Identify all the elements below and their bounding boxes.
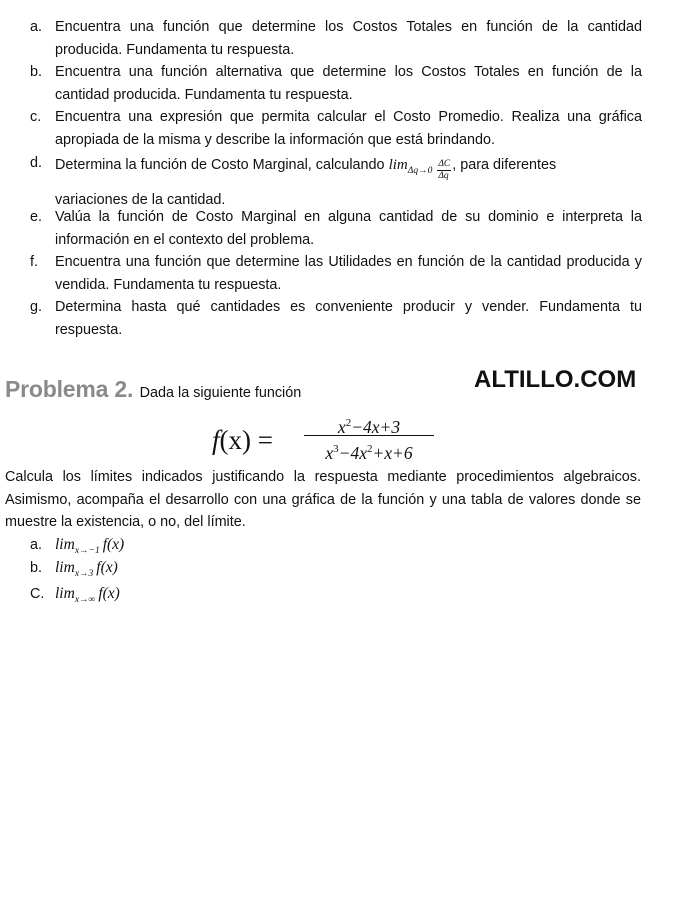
item-letter: f. <box>30 254 38 270</box>
limit-item <box>30 559 118 579</box>
item-text-after: , para diferentes <box>452 157 557 173</box>
formula-denominator: $x^3-4x^2+x+6$ <box>325 443 413 463</box>
item-letter: c. <box>30 109 42 125</box>
function-formula <box>212 411 442 469</box>
item-text: Valúa la función de Costo Marginal en alguna cantidad de su dominio e interpreta la información en el contexto del problema. <box>55 209 642 248</box>
item-letter: e. <box>30 209 43 225</box>
item-letter: a. <box>30 19 43 35</box>
formula-fraction <box>304 411 434 466</box>
fraction-numerator: ΔC <box>438 159 451 169</box>
list-item <box>30 152 642 213</box>
limit-item <box>30 585 120 605</box>
limit-subscript: Δq→0 <box>407 166 433 176</box>
difference-quotient <box>437 159 451 182</box>
item-text: Encuentra una expresión que permita calcular el Costo Promedio. Realiza una gráfica apropiada de la misma y describe la información que está brindando. <box>55 109 642 148</box>
item-text <box>55 152 642 213</box>
watermark-brand: ALTILLO.COM <box>474 366 637 393</box>
item-letter: b. <box>30 64 43 80</box>
list-item <box>30 206 642 251</box>
item-letter: b. <box>30 560 43 576</box>
limit-expression: $\lim_{x\to\infty} f(x)$ <box>55 585 120 605</box>
problem-intro: Dada la siguiente función <box>139 385 302 401</box>
item-text: Encuentra una función que determine los Costos Totales en función de la cantidad producida. Fundamenta tu respuesta. <box>55 19 642 58</box>
formula-lhs: f(x) = <box>212 425 273 455</box>
item-text: Encuentra una función alternativa que determine los Costos Totales en función de la cantidad producida. Fundamenta tu respuesta. <box>55 64 642 103</box>
list-item <box>30 61 642 106</box>
limit-symbol: lim <box>388 157 408 173</box>
list-item <box>30 106 642 151</box>
formula-numerator: $x^2-4x+3$ <box>304 411 434 436</box>
fraction-denominator: Δq <box>438 171 449 181</box>
instructions-paragraph: Calcula los límites indicados justificando la respuesta mediante procedimientos algebraicos. Asimismo, acompaña el desarrollo con una gráfica de la función y una tabla de valores donde se muestre la existencia, o no, del límite. <box>5 469 641 531</box>
item-text: Encuentra una función que determine las Utilidades en función de la cantidad producida y vendida. Fundamenta tu respuesta. <box>55 254 642 293</box>
item-letter: C. <box>30 586 45 602</box>
problem-heading <box>5 376 301 403</box>
item-text: Determina hasta qué cantidades es conveniente producir y vender. Fundamenta tu respuesta. <box>55 299 642 338</box>
list-item <box>30 296 642 341</box>
list-item <box>30 251 642 296</box>
item-letter: d. <box>30 155 43 171</box>
item-letter: g. <box>30 299 43 315</box>
problem-title: Problema 2. <box>5 376 134 402</box>
list-item <box>30 16 642 61</box>
item-text-line2: variaciones de la cantidad. <box>55 192 226 208</box>
item-letter: a. <box>30 537 43 553</box>
limit-item <box>30 536 124 556</box>
item-text-before: Determina la función de Costo Marginal, calculando <box>55 157 385 173</box>
limit-expression: $\lim_{x\to 3} f(x)$ <box>55 559 118 579</box>
limit-expression: $\lim_{x\to-1} f(x)$ <box>55 536 125 556</box>
